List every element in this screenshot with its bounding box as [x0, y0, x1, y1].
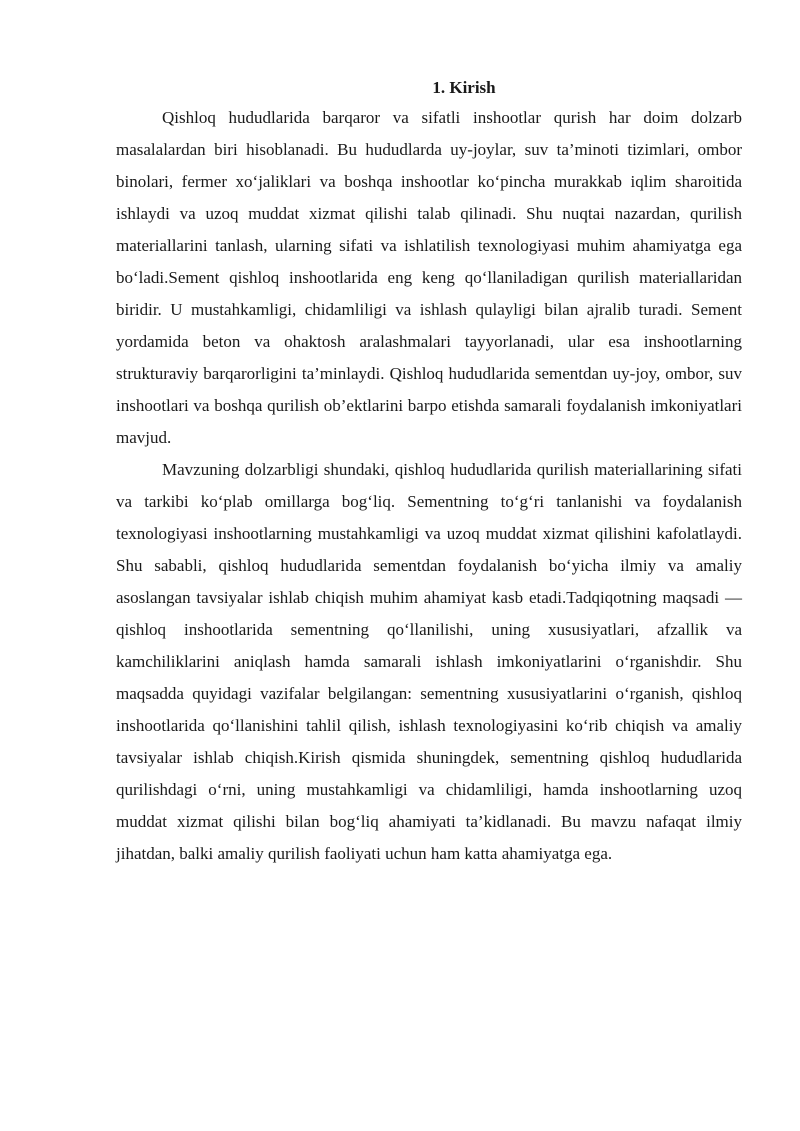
section-heading: 1. Kirish — [432, 78, 496, 97]
document-body — [116, 76, 742, 870]
paragraph-introduction: Qishloq hududlarida barqaror va sifatli inshootlar qurish har doim dolzarb masalalardan biri hisoblanadi. Bu hududlarda uy-joylar, suv ta’minoti tizimlari, ombor binolari, fermer xo‘jaliklari va boshqa inshootlar ko‘pincha murakkab iqlim sharoitida ishlaydi va uzoq muddat xizmat qilishi talab qilinadi. Shu nuqtai nazardan, qurilish materiallarini tanlash, ularning sifati va ishlatilish texnologiyasi muhim ahamiyatga ega bo‘ladi.Sement qishloq inshootlarida eng keng qo‘llaniladigan qurilish materiallaridan biridir. U mustahkamligi, chidamliligi va ishlash qulayligi bilan ajralib turadi. Sement yordamida beton va ohaktosh aralashmalari tayyorlanadi, ular esa inshootlarning strukturaviy barqarorligini ta’minlaydi. Qishloq hududlarida sementdan uy-joy, ombor, suv inshootlari va boshqa qurilish ob’ektlarini barpo etishda samarali foydalanish imkoniyatlari mavjud. — [116, 108, 742, 447]
paragraph-relevance: Mavzuning dolzarbligi shundaki, qishloq hududlarida qurilish materiallarining sifati va tarkibi ko‘plab omillarga bog‘liq. Sementning to‘g‘ri tanlanishi va foydalanish texnologiyasi inshootlarning mustahkamligi va uzoq muddat xizmat qilishini kafolatlaydi. Shu sababli, qishloq hududlarida sementdan foydalanish bo‘yicha ilmiy va amaliy asoslangan tavsiyalar ishlab chiqish muhim ahamiyat kasb etadi.Tadqiqotning maqsadi — qishloq inshootlarida sementning qo‘llanilishi, uning xususiyatlari, afzallik va kamchiliklarini aniqlash hamda samarali ishlash imkoniyatlarini o‘rganishdir. Shu maqsadda quyidagi vazifalar belgilangan: sementning xususiyatlarini o‘rganish, qishloq inshootlarida qo‘llanishini tahlil qilish, ishlash texnologiyasini ko‘rib chiqish va amaliy tavsiyalar ishlab chiqish.Kirish qismida shuningdek, sementning qishloq hududlarida qurilishdagi o‘rni, uning mustahkamligi va chidamliligi, hamda inshootlarning uzoq muddat xizmat qilishi bilan bog‘liq ahamiyati ta’kidlanadi. Bu mavzu nafaqat ilmiy jihatdan, balki amaliy qurilish faoliyati uchun ham katta ahamiyatga ega. — [116, 460, 742, 863]
